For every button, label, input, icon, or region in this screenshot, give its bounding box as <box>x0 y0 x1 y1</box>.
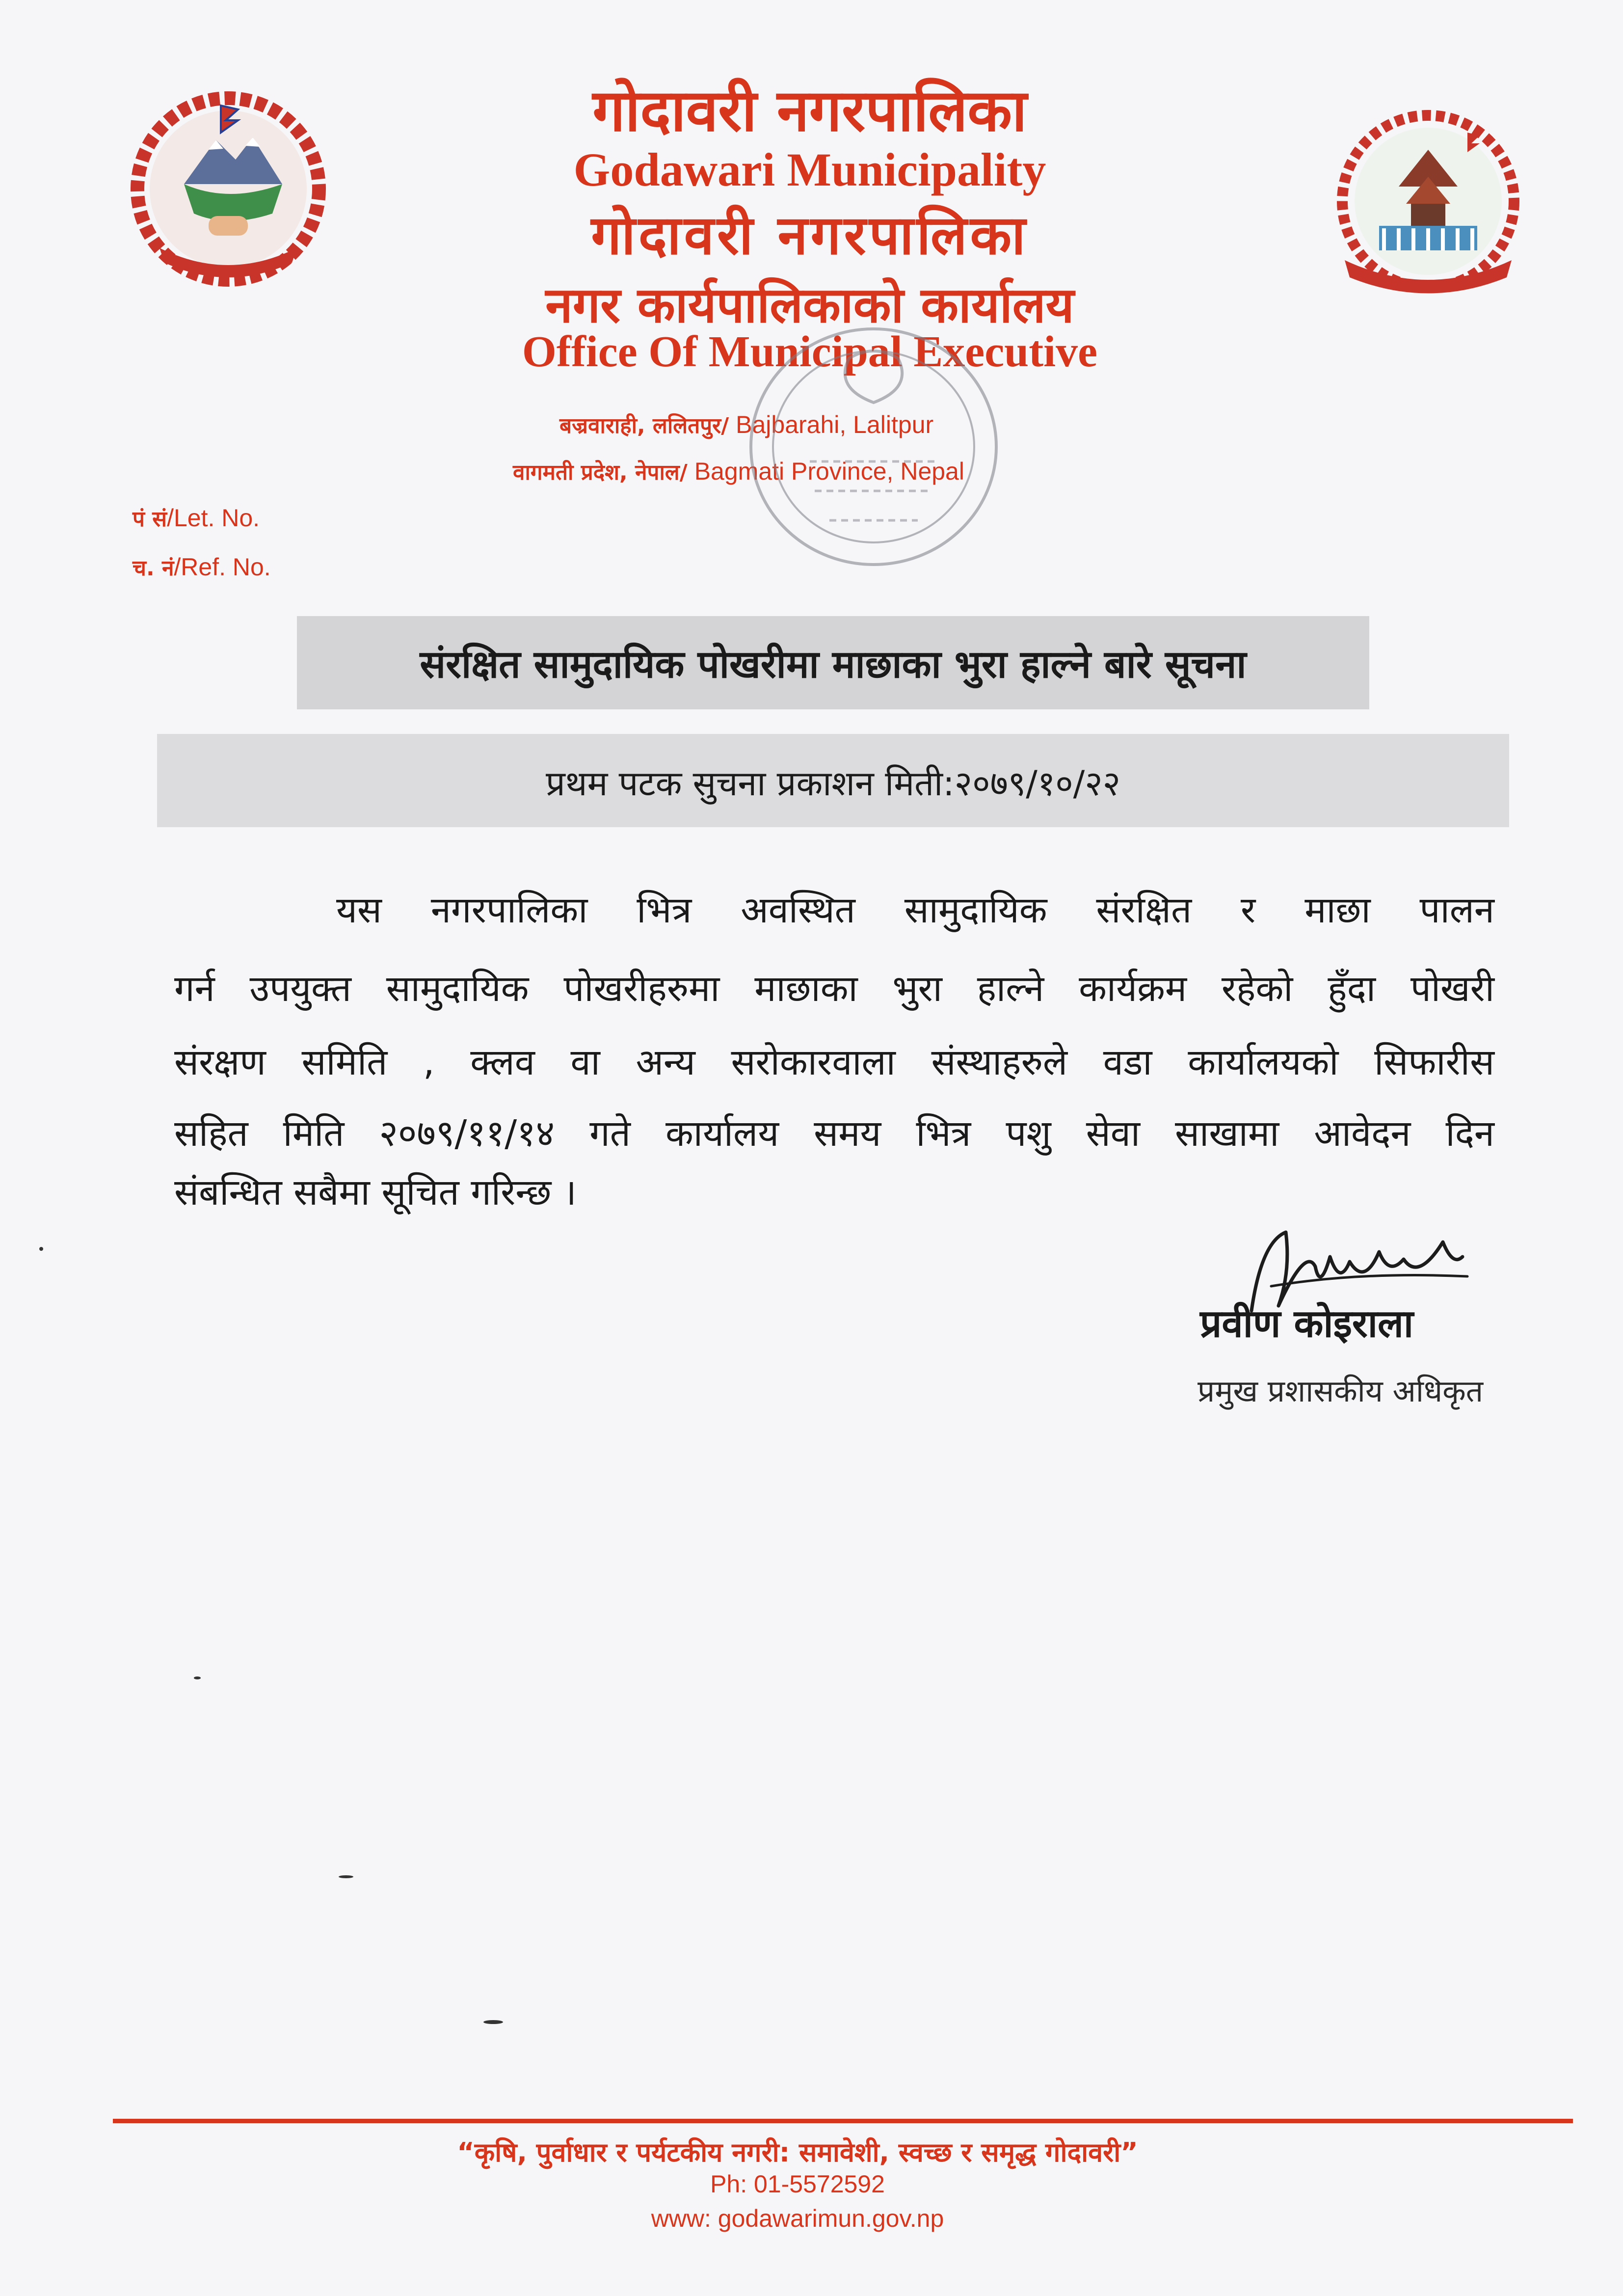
reference-number-english: /Ref. No. <box>174 553 271 581</box>
scan-speck <box>483 2020 503 2024</box>
footer-phone: Ph: 01-5572592 <box>710 2170 885 2198</box>
body-line: संबन्धित सबैमा सूचित गरिन्छ । <box>174 1171 577 1214</box>
address-line-1-nepali: बज्रवाराही, ललितपुर/ <box>559 413 729 438</box>
address-line-2-english: Bagmati Province, Nepal <box>687 458 964 485</box>
municipality-name-english: Godawari Municipality <box>573 143 1046 196</box>
office-seal-stamp <box>736 314 1011 579</box>
body-line: यस नगरपालिका भित्र अवस्थित सामुदायिक संरक्षित र माछा पालन <box>336 889 1494 931</box>
footer-website: www: godawarimun.gov.np <box>651 2205 944 2232</box>
nepal-government-emblem-icon <box>125 86 331 292</box>
municipality-name-stylized: गोदावरी नगरपालिका <box>591 204 1029 267</box>
letter-number-english: /Let. No. <box>167 504 260 532</box>
reference-number-nepali: च. नं <box>133 556 174 581</box>
body-line: सहित मिति २०७९/११/१४ गते कार्यालय समय भित्र पशु सेवा साखामा आवेदन दिन <box>174 1112 1494 1155</box>
footer-divider <box>113 2119 1573 2123</box>
signatory-title: प्रमुख प्रशासकीय अधिकृत <box>1197 1373 1484 1409</box>
subject-band <box>297 616 1369 709</box>
body-line: गर्न उपयुक्त सामुदायिक पोखरीहरुमा माछाका भुरा हाल्ने कार्यक्रम रहेको हुँदा पोखरी <box>174 968 1494 1010</box>
notice-subject: संरक्षित सामुदायिक पोखरीमा माछाका भुरा हाल्ने बारे सूचना <box>420 643 1247 687</box>
signatory-name: प्रवीण कोइराला <box>1200 1302 1414 1346</box>
publication-date-band <box>157 734 1509 827</box>
office-name-english: Office Of Municipal Executive <box>522 327 1098 376</box>
reference-number <box>133 552 271 582</box>
scan-speck <box>194 1676 201 1679</box>
office-name-nepali: नगर कार्यपालिकाको कार्यालय <box>545 276 1074 334</box>
scan-speck <box>39 1247 43 1251</box>
publication-date: प्रथम पटक सुचना प्रकाशन मिती:२०७९/१०/२२ <box>545 763 1121 804</box>
footer-slogan: “कृषि, पुर्वाधार र पर्यटकीय नगरी: समावेशी, स्वच्छ र समृद्ध गोदावरी” <box>457 2137 1138 2168</box>
address-line-2-nepali: वागमती प्रदेश, नेपाल/ <box>513 460 688 485</box>
letter-number <box>133 503 260 533</box>
municipality-name-nepali: गोदावरी नगरपालिका <box>592 77 1027 144</box>
godawari-municipality-logo-icon <box>1325 103 1531 299</box>
address-line-1-english: Bajbarahi, Lalitpur <box>729 411 934 438</box>
body-line: संरक्षण समिति , क्लव वा अन्य सरोकारवाला संस्थाहरुले वडा कार्यालयको सिफारीस <box>174 1041 1494 1083</box>
scan-speck <box>339 1875 353 1878</box>
letter-number-nepali: पं सं <box>133 507 167 532</box>
